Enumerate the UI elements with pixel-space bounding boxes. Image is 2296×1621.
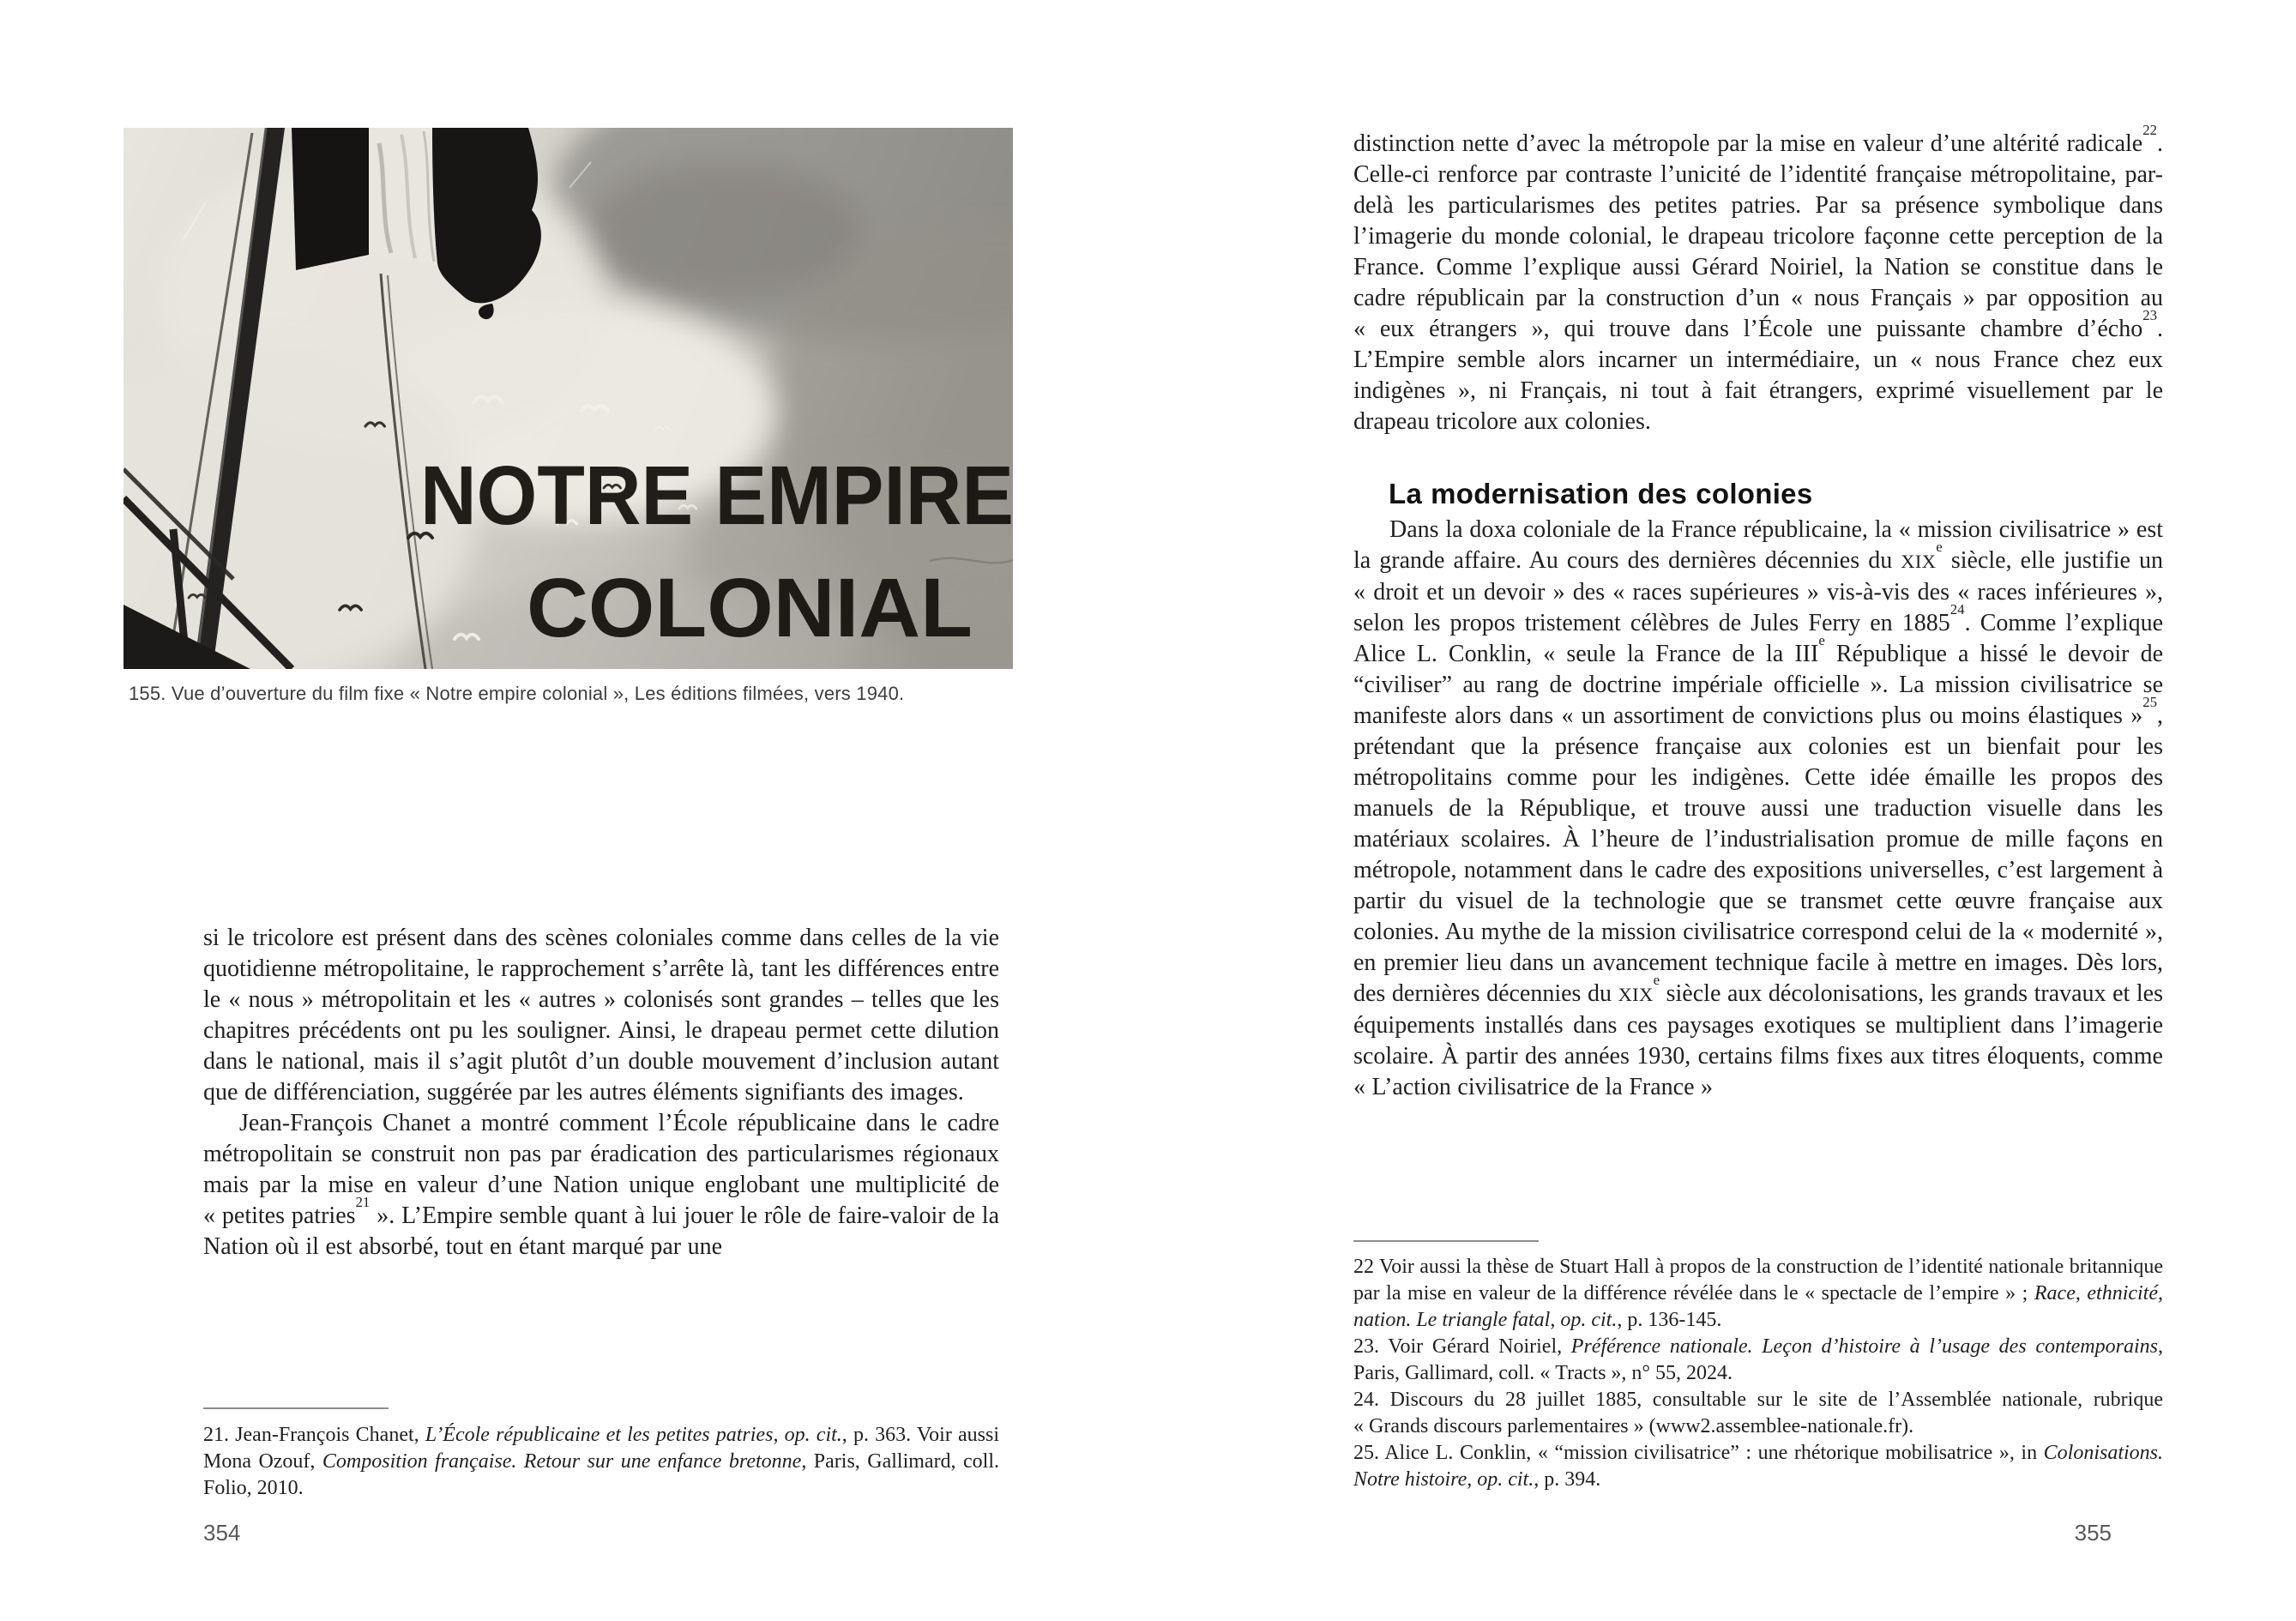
photo-headline-line1: NOTRE EMPIRE [420,449,1013,542]
page-number-355: 355 [2074,1520,2112,1546]
paragraph: Dans la doxa coloniale de la France républicaine, la « mission civilisatrice » est la grande affaire. Au cours des dernières décennies du XIXe siècle, elle justifie un « droit et un devoir » des « races supérieures » vis-à-vis des « races inférieures », selon les propos tristement célèbres de Jules Ferry en 1885$^{24}$. Comme l’explique Alice L. Conklin, « seule la France de la IIIe République a hissé le devoir de “civiliser” au rang de doctrine impériale officielle ». La mission civilisatrice se manifeste alors dans « un assortiment de convictions plus ou moins élastiques »$^{25}$, prétendant que la présence française aux colonies est un bienfait pour les métropolitains comme pour les indigènes. Cette idée émaille les propos des manuels de la République, et trouve aussi une traduction visuelle dans les matériaux scolaires. À l’heure de l’industrialisation promue de mille façons en métropole, notamment dans le cadre des expositions universelles, c’est largement à partir du visuel de la technologie que se transmet cette œuvre française aux colonies. Au mythe de la mission civilisatrice correspond celui de la « modernité », en premier lieu dans un avancement technique facile à mettre en images. Dès lors, des dernières décennies du XIXe siècle aux décolonisations, les grands travaux et les équipements installés dans ces paysages exotiques se multiplient dans l’imagerie scolaire. À partir des années 1930, certains films fixes aux titres éloquents, comme « L’action civilisatrice de la France » [1353,516,2163,1100]
right-footnotes [1353,1254,2163,1493]
page-number-354: 354 [203,1520,241,1546]
footnote-25: 25. Alice L. Conklin, « “mission civilisatrice” : une rhétorique mobilisatrice », in Colonisations. Notre histoire, op. cit., p. 394. [1353,1442,2163,1491]
paragraph: si le tricolore est présent dans des scènes coloniales comme dans celles de la vie quotidienne métropolitaine, le rapprochement s’arrête là, tant les différences entre le « nous » métropolitain et les « autres » colonisés sont grandes – telles que les chapitres précédents ont pu les souligner. Ainsi, le drapeau permet cette dilution dans le national, mais il s’agit plutôt d’un double mouvement d’inclusion autant que de différenciation, suggérée par les autres éléments signifiants des images. [203,925,999,1106]
right-body-text [1353,122,2163,1103]
footnote-23: 23. Voir Gérard Noiriel, Préférence nationale. Leçon d’histoire à l’usage des contemporains, Paris, Gallimard, coll. « Tracts », n° 55, 2024. [1353,1335,2163,1384]
section-heading: La modernisation des colonies [1389,478,1813,509]
footnote-rule [1353,1240,1539,1242]
photo-headline-line2: COLONIAL [527,561,973,654]
footnote-22: 22 Voir aussi la thèse de Stuart Hall à propos de la construction de l’identité nationale britannique par la mise en valeur de la différence révélée dans le « spectacle de l’empire » ; Race, ethnicité, nation. Le triangle fatal, op. cit., p. 136-145. [1353,1256,2163,1331]
paragraph: Jean-François Chanet a montré comment l’École républicaine dans le cadre métropolitain se construit non pas par éradication des particularismes régionaux mais par la mise en valeur d’une Nation unique englobant une multiplicité de « petites patries$^{21}$ ». L’Empire semble quant à lui jouer le rôle de faire-valoir de la Nation où il est absorbé, tout en étant marqué par une [203,1110,999,1260]
footnote-24: 24. Discours du 28 juillet 1885, consultable sur le site de l’Assemblée nationale, rubrique « Grands discours parlementaires » (www2.assemblee-nationale.fr). [1353,1389,2163,1437]
footnote-21: 21. Jean-François Chanet, L’École républicaine et les petites patries, op. cit., p. 363. Voir aussi Mona Ozouf, Composition française. Retour sur une enfance bretonne, Paris, Gallimard, coll. Folio, 2010. [203,1424,1000,1499]
figure-caption: 155. Vue d’ouverture du film fixe « Notre empire colonial », Les éditions filmées, vers 1940. [129,683,905,704]
paragraph: distinction nette d’avec la métropole par la mise en valeur d’une altérité radicale$^{22}$. Celle-ci renforce par contraste l’unicité de l’identité française métropolitaine, par-delà les particularismes des petites patries. Par sa présence symbolique dans l’imagerie du monde colonial, le drapeau tricolore façonne cette perception de la France. Comme l’explique aussi Gérard Noiriel, la Nation se constitue dans le cadre républicain par la construction d’un « nous Français » par opposition au « eux étrangers », qui trouve dans l’École une puissante chambre d’écho$^{23}$. L’Empire semble alors incarner un intermédiaire, un « nous France chez eux indigènes », ni Français, ni tout à fait étrangers, exprimé visuellement par le drapeau tricolore aux colonies. [1353,122,2163,435]
